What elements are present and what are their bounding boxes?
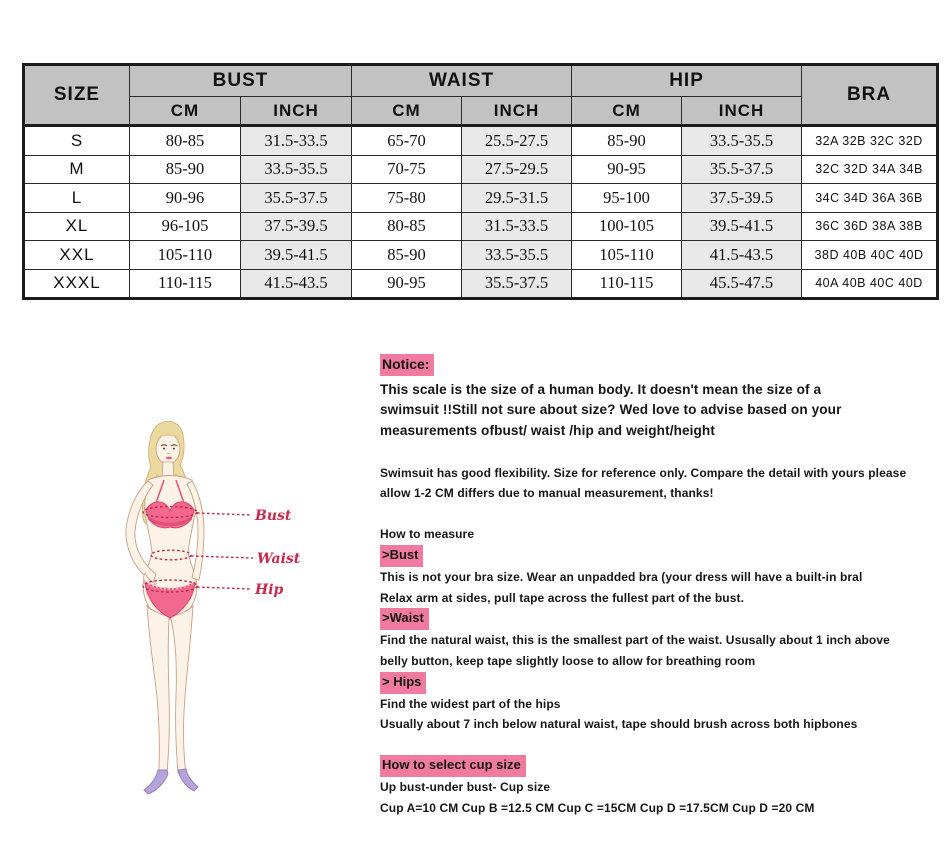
bust-measure-line-2: Relax arm at sides, pull tape across the fullest part of the bust. [380, 590, 745, 605]
cup-size-heading [380, 755, 940, 777]
cell-waist-inch: 25.5-27.5 [462, 126, 572, 156]
cell-hip-cm: 85-90 [572, 126, 682, 156]
cell-hip-inch: 45.5-47.5 [682, 269, 802, 299]
notice-heading-highlight: Notice: [380, 354, 434, 376]
flexibility-note [380, 463, 940, 505]
notice-heading [380, 354, 940, 376]
cell-hip-inch: 33.5-35.5 [682, 126, 802, 156]
hips-heading-highlight: > Hips [380, 672, 426, 694]
bust-measure-line-1: This is not your bra size. Wear an unpadded bra (your dress will have a built-in bral [380, 569, 863, 584]
cell-bust-cm: 90-96 [130, 184, 241, 213]
table-row [24, 184, 938, 213]
female-figure-illustration [90, 413, 390, 813]
notice-paragraph [380, 380, 940, 442]
cell-size: S [24, 126, 130, 156]
how-to-measure-section [380, 524, 940, 735]
cell-waist-cm: 65-70 [352, 126, 462, 156]
cup-size-line-2: Cup A=10 CM Cup B =12.5 CM Cup C =15CM Cup D =17.5CM Cup D =20 CM [380, 800, 815, 815]
cell-waist-inch: 29.5-31.5 [462, 184, 572, 213]
cell-bust-inch: 39.5-41.5 [241, 241, 352, 270]
table-row [24, 241, 938, 270]
waist-measure-line-2: belly button, keep tape slightly loose to allow for breathing room [380, 653, 756, 668]
hips-measure-line-2: Usually about 7 inch below natural waist, tape should brush across both hipbones [380, 717, 858, 732]
size-table-body [24, 126, 938, 299]
how-to-measure-title: How to measure [380, 527, 475, 542]
shoes [144, 769, 198, 794]
cell-waist-cm: 90-95 [352, 269, 462, 299]
cell-hip-cm: 90-95 [572, 155, 682, 184]
waist-heading-highlight: >Waist [380, 608, 429, 630]
cell-bust-cm: 96-105 [130, 212, 241, 241]
hip-label: Hip [255, 582, 284, 598]
cell-bust-inch: 41.5-43.5 [241, 269, 352, 299]
header-waist: WAIST [352, 65, 572, 97]
cell-bust-inch: 33.5-35.5 [241, 155, 352, 184]
cell-bra: 36C 36D 38A 38B [802, 212, 938, 241]
flexibility-line: allow 1-2 CM differs due to manual measurement, thanks! [380, 486, 714, 501]
cell-size: XXXL [24, 269, 130, 299]
header-waist-inch: INCH [462, 97, 572, 126]
waist-section-heading [380, 608, 940, 630]
cell-size: M [24, 155, 130, 184]
table-row [24, 269, 938, 299]
header-hip-inch: INCH [682, 97, 802, 126]
cell-bra: 38D 40B 40C 40D [802, 241, 938, 270]
cell-bust-cm: 110-115 [130, 269, 241, 299]
header-waist-cm: CM [352, 97, 462, 126]
cell-hip-inch: 37.5-39.5 [682, 184, 802, 213]
cell-bra: 32A 32B 32C 32D [802, 126, 938, 156]
flexibility-line: Swimsuit has good flexibility. Size for reference only. Compare the detail with yours please [380, 465, 907, 480]
table-header-unit-row [24, 97, 938, 126]
header-bra: BRA [802, 65, 938, 126]
table-row [24, 155, 938, 184]
header-size: SIZE [24, 65, 130, 126]
cell-waist-inch: 35.5-37.5 [462, 269, 572, 299]
size-chart-table [22, 63, 939, 300]
cell-hip-inch: 35.5-37.5 [682, 155, 802, 184]
cell-hip-cm: 95-100 [572, 184, 682, 213]
table-header-group-row [24, 65, 938, 97]
bust-section-heading [380, 545, 940, 567]
cell-waist-cm: 75-80 [352, 184, 462, 213]
cell-bust-cm: 105-110 [130, 241, 241, 270]
cell-bra: 34C 34D 36A 36B [802, 184, 938, 213]
cell-bra: 32C 32D 34A 34B [802, 155, 938, 184]
cell-waist-cm: 70-75 [352, 155, 462, 184]
cell-bust-inch: 31.5-33.5 [241, 126, 352, 156]
cell-bust-inch: 35.5-37.5 [241, 184, 352, 213]
cell-size: L [24, 184, 130, 213]
header-bust-cm: CM [130, 97, 241, 126]
table-row [24, 126, 938, 156]
face [156, 433, 180, 464]
cell-hip-inch: 41.5-43.5 [682, 241, 802, 270]
hips-measure-line-1: Find the widest part of the hips [380, 696, 561, 711]
waist-label: Waist [257, 551, 301, 567]
sizing-notes-column [380, 354, 940, 819]
cell-waist-inch: 27.5-29.5 [462, 155, 572, 184]
cell-bust-cm: 85-90 [130, 155, 241, 184]
bust-heading-highlight: >Bust [380, 545, 423, 567]
cell-hip-inch: 39.5-41.5 [682, 212, 802, 241]
cell-hip-cm: 100-105 [572, 212, 682, 241]
cup-size-line-1: Up bust-under bust- Cup size [380, 779, 551, 794]
cup-size-section [380, 755, 940, 818]
cell-waist-cm: 80-85 [352, 212, 462, 241]
waist-measure-line-1: Find the natural waist, this is the smallest part of the waist. Ususally about 1 inch above [380, 633, 890, 648]
cell-size: XL [24, 212, 130, 241]
header-bust: BUST [130, 65, 352, 97]
table-row [24, 212, 938, 241]
notice-line: swimsuit !!Still not sure about size? Wed love to advise based on your [380, 402, 842, 418]
hips-section-heading [380, 672, 940, 694]
cell-bra: 40A 40B 40C 40D [802, 269, 938, 299]
legs [147, 606, 193, 773]
cell-hip-cm: 105-110 [572, 241, 682, 270]
cell-bust-cm: 80-85 [130, 126, 241, 156]
notice-line: This scale is the size of a human body. It doesn't mean the size of a [380, 381, 822, 397]
cell-size: XXL [24, 241, 130, 270]
header-hip-cm: CM [572, 97, 682, 126]
cell-hip-cm: 110-115 [572, 269, 682, 299]
cell-waist-cm: 85-90 [352, 241, 462, 270]
header-hip: HIP [572, 65, 802, 97]
cell-bust-inch: 37.5-39.5 [241, 212, 352, 241]
notice-line: measurements ofbust/ waist /hip and weight/height [380, 422, 715, 438]
header-bust-inch: INCH [241, 97, 352, 126]
cell-waist-inch: 31.5-33.5 [462, 212, 572, 241]
bust-label: Bust [255, 508, 292, 524]
cup-size-heading-highlight: How to select cup size [380, 755, 526, 777]
cell-waist-inch: 33.5-35.5 [462, 241, 572, 270]
